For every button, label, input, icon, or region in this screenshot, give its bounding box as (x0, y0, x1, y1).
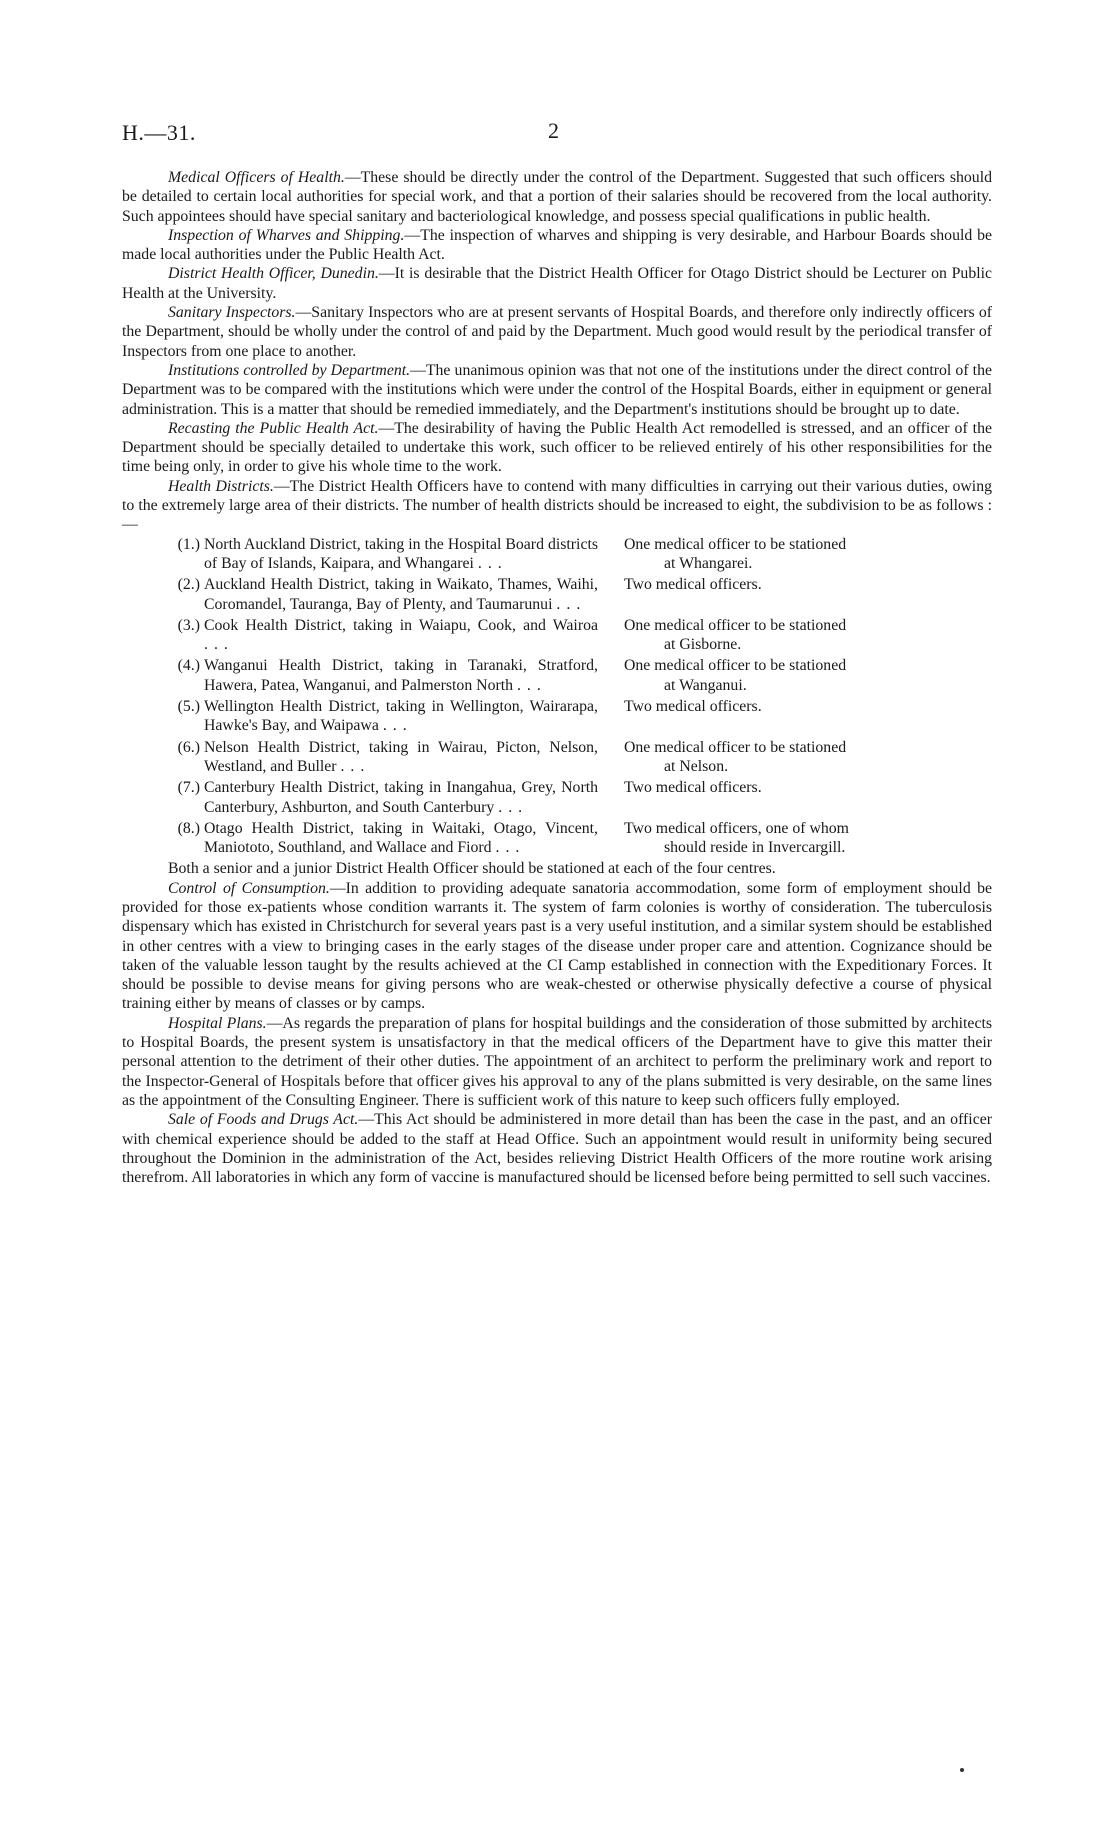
paragraph-recasting-act (122, 419, 992, 477)
top-paragraphs (122, 168, 992, 535)
paragraph-heading: Sale of Foods and Drugs Act. (168, 1111, 359, 1129)
paragraph-district-health-officer-dunedin (122, 264, 992, 303)
officer-station: should reside in Invercargill. (664, 839, 846, 857)
paragraph-wharves-shipping (122, 226, 992, 265)
paragraph-text: —The District Health Officers have to contend with many difficulties in carrying out their various duties, owing to the extremely large area of their districts. The number of health districts should be increased to eight, the subdivision to be as follows :— (122, 477, 992, 534)
officer-assignment: Two medical officers. (624, 576, 762, 594)
officer-assignment: One medical officer to be stationed (624, 657, 847, 675)
paragraph-text: —As regards the preparation of plans for hospital buildings and the consideration of those submitted by architects to Hospital Boards, the present system is unsatisfactory in that the medical officers of the Department have to give this matter their personal attention to the detriment of their other duties. The appointment of an architect to perform the preliminary work and report to the Inspector-General of Hospitals before that officer gives his approval to any of the plans submitted is very desirable, on the same lines as the appointment of the Consulting Engineer. There is sufficient work of this nature to keep such officers fully employed. (122, 1014, 992, 1109)
district-description: Wellington Health District, taking in Wellington, Wairarapa, Hawke's Bay, and Waipawa (204, 698, 598, 735)
paragraph-text: —These should be directly under the control of the Department. Suggested that such officers should be detailed to certain local authorities for special work, and that a portion of their salaries should be recovered from the local authority. Such appointees should have special sanitary and bacteriological knowledge, and possess special qualifications in public health. (122, 169, 992, 225)
officer-assignment: One medical officer to be stationed (624, 738, 847, 756)
district-description: Canterbury Health District, taking in Inangahua, Grey, North Canterbury, Ashburton, and South Canterbury (204, 779, 598, 816)
leader-dots: ... (382, 717, 413, 735)
district-number: (4.) (177, 657, 200, 675)
paragraph-hospital-plans (122, 1014, 992, 1110)
paragraph-text: —This Act should be administered in more detail than has been the case in the past, and an officer with chemical experience should be added to the staff at Head Office. Such an appointment would result in uniformity being secured throughout the Dominion in the administration of the Act, besides relieving District Health Officers of the more routine work arising therefrom. All laboratories in which any form of vaccine is manufactured should be licensed before being permitted to sell such vaccines. (122, 1111, 992, 1187)
district-description: Wanganui Health District, taking in Taranaki, Stratford, Hawera, Patea, Wanganui, and Palmerston North (204, 657, 598, 694)
officer-station: at Wanganui. (664, 676, 747, 694)
paragraph-heading: Inspection of Wharves and Shipping. (168, 226, 405, 244)
district-item (122, 778, 992, 817)
officer-assignment: One medical officer to be stationed (624, 535, 847, 553)
leader-dots: ... (516, 676, 547, 694)
paragraph-heading: Health Districts. (168, 477, 274, 495)
district-list (122, 535, 992, 858)
officer-assignment: Two medical officers. (624, 779, 762, 797)
paragraph-text: —In addition to providing adequate sanatoria accommodation, some form of employment should be provided for those ex-patients whose condition warrants it. The system of farm colonies is worthy of consideration. The tuberculosis dispensary which has existed in Christchurch for several years past is a very useful institution, and a similar system should be established in other centres with a view to bringing cases in the early stages of the disease under proper care and attention. Cognizance should be taken of the valuable lesson taught by the results achieved at the CI Camp established in connection with the Expeditionary Forces. It should be possible to devise means for giving persons who are weak-chested or otherwise physically defective a course of physical training either by means of classes or by camps. (122, 879, 992, 1013)
leader-dots: ... (477, 554, 508, 572)
leader-dots: ... (340, 757, 371, 775)
document-reference: H.—31. (122, 120, 196, 145)
district-item (122, 616, 992, 655)
officer-assignment: One medical officer to be stationed (624, 616, 847, 634)
officer-station: at Whangarei. (664, 554, 753, 572)
paragraph-sale-of-foods-drugs (122, 1110, 992, 1187)
paragraph-health-districts (122, 477, 992, 535)
district-number: (6.) (177, 738, 200, 756)
paragraph-heading: Control of Consumption. (168, 879, 330, 897)
paragraph-control-of-consumption (122, 879, 992, 1014)
document-body (122, 168, 992, 1187)
district-number: (7.) (177, 779, 200, 797)
district-item (122, 738, 992, 777)
district-description: Otago Health District, taking in Waitaki, Otago, Vincent, Maniototo, Southland, and Wallace and Fiord (204, 819, 598, 857)
paragraph-text: —The inspection of wharves and shipping is very desirable, and Harbour Boards should be made local authorities under the Public Health Act. (122, 226, 992, 264)
paragraph-text: Both a senior and a junior District Health Officer should be stationed at each of the four centres. (168, 860, 776, 878)
bottom-paragraphs (122, 859, 992, 1187)
paragraph-heading: Hospital Plans. (168, 1014, 267, 1032)
paragraph-institutions (122, 361, 992, 419)
officer-station: at Nelson. (664, 757, 729, 775)
paragraph-heading: District Health Officer, Dunedin. (168, 265, 379, 283)
district-description: North Auckland District, taking in the Hospital Board districts of Bay of Islands, Kaipara, and Whangarei (204, 535, 598, 572)
paragraph-text: —The desirability of having the Public Health Act remodelled is stressed, and an officer of the Department should be specially detailed to undertake this work, such officer to be relieved entirely of his other responsibilities for the time being only, in order to give his whole time to the work. (122, 419, 992, 476)
page-number: 2 (548, 118, 559, 143)
leader-dots: ... (556, 595, 587, 613)
district-item (122, 535, 992, 574)
leader-dots: ... (204, 636, 234, 654)
district-item (122, 575, 992, 614)
district-number: (1.) (177, 535, 200, 553)
district-number: (2.) (177, 576, 200, 594)
district-number: (3.) (177, 616, 200, 634)
paragraph-text: —Sanitary Inspectors who are at present servants of Hospital Boards, and therefore only indirectly officers of the Department, should be wholly under the control of and paid by the Department. Much good would result by the periodical transfer of Inspectors from one place to another. (122, 304, 992, 360)
paragraph-sanitary-inspectors (122, 303, 992, 361)
district-number: (8.) (177, 819, 200, 837)
stray-dot-mark (960, 1768, 964, 1772)
paragraph-medical-officers (122, 168, 992, 226)
officer-assignment: Two medical officers. (624, 698, 762, 716)
paragraph-text: —It is desirable that the District Health Officer for Otago District should be Lecturer on Public Health at the University. (122, 265, 993, 302)
paragraph-text: —The unanimous opinion was that not one of the institutions under the direct control of the Department was to be compared with the institutions which were under the control of the Hospital Boards, either in equipment or general administration. This is a matter that should be remedied immediately, and the Department's institutions should be brought up to date. (122, 361, 992, 418)
district-item (122, 656, 992, 695)
district-item (122, 819, 992, 858)
leader-dots: ... (498, 798, 529, 816)
district-number: (5.) (177, 698, 200, 716)
paragraph-heading: Medical Officers of Health. (168, 169, 345, 186)
paragraph-heading: Sanitary Inspectors. (168, 304, 296, 322)
district-description: Cook Health District, taking in Waiapu, Cook, and Wairoa (204, 616, 598, 634)
officer-station: at Gisborne. (664, 636, 742, 654)
paragraph-heading: Institutions controlled by Department. (168, 361, 411, 379)
officer-assignment: Two medical officers, one of whom (624, 819, 849, 837)
leader-dots: ... (495, 839, 526, 857)
paragraph-heading: Recasting the Public Health Act. (168, 419, 379, 437)
district-description: Auckland Health District, taking in Waikato, Thames, Waihi, Coromandel, Tauranga, Bay of Plenty, and Taumarunui (204, 576, 598, 613)
district-item (122, 697, 992, 736)
paragraph-senior-junior-officers (122, 859, 992, 878)
district-description: Nelson Health District, taking in Wairau, Picton, Nelson, Westland, and Buller (204, 738, 598, 775)
